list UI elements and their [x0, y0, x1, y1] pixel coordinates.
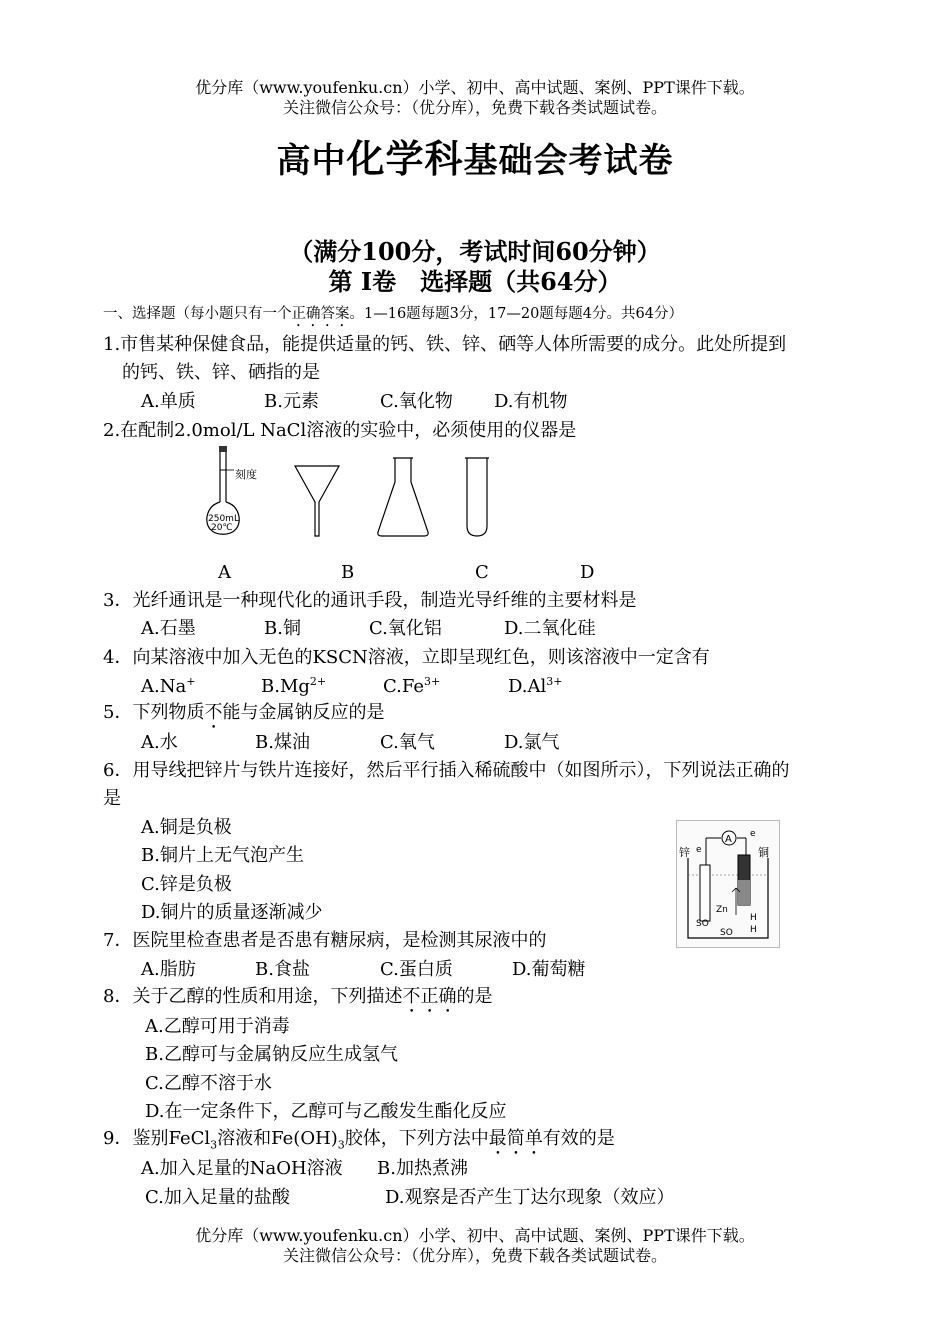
svg-text:刻度: 刻度: [235, 468, 257, 481]
q1-stem-line1: 1.市售某种保健食品，能提供适量的钙、铁、锌、硒等人体所需要的成分。此处所提到: [103, 334, 787, 355]
svg-text:SO: SO: [696, 919, 709, 929]
svg-text:锌: 锌: [679, 846, 690, 859]
svg-text:e: e: [750, 829, 756, 839]
q5-option-a: A.水: [141, 732, 178, 753]
q2-stem: 2.在配制2.0mol/L NaCl溶液的实验中，必须使用的仪器是: [103, 420, 577, 441]
svg-text:H: H: [750, 925, 757, 935]
svg-text:Zn: Zn: [716, 905, 728, 915]
q5-option-b: B.煤油: [255, 732, 310, 753]
q2-label-c: C: [475, 562, 489, 583]
q4-option-d: $D.Al^{3+}$: [508, 675, 563, 697]
q6-option-b: B.铜片上无气泡产生: [141, 845, 304, 866]
header-line-1: 优分库（www.youfenku.cn）小学、初中、高中试题、案例、PPT课件下载。: [195, 78, 755, 97]
svg-text:SO: SO: [720, 928, 733, 938]
footer-line-1: 优分库（www.youfenku.cn）小学、初中、高中试题、案例、PPT课件下载。: [195, 1226, 755, 1245]
q7-option-d: D.葡萄糖: [512, 959, 586, 980]
q1-option-b: B.元素: [264, 391, 319, 412]
q4-stem: 4．向某溶液中加入无色的KSCN溶液，立即呈现红色，则该溶液中一定含有: [103, 647, 710, 668]
svg-text:A: A: [725, 834, 732, 845]
q4-option-c: $C.Fe^{3+}$: [383, 675, 441, 697]
q9-option-b: B.加热煮沸: [377, 1158, 468, 1179]
svg-text:20℃: 20℃: [211, 523, 233, 533]
q1-stem-line2: 的钙、铁、锌、硒指的是: [122, 362, 320, 383]
q9-option-a: A.加入足量的NaOH溶液: [141, 1158, 343, 1179]
q4-option-b: $B.Mg^{2+}$: [261, 675, 327, 697]
svg-text:e: e: [696, 845, 702, 855]
galvanic-cell-diagram: [676, 820, 780, 948]
q2-label-b: B: [341, 562, 355, 583]
test-tube-icon: [462, 456, 492, 540]
q9-stem: 9．鉴别FeCl$_3$溶液和$Fe(OH)_3$胶体，下列方法中最简单有效的是: [103, 1128, 615, 1152]
q6-stem-line1: 6．用导线把锌片与铁片连接好，然后平行插入稀硫酸中（如图所示），下列说法正确的: [103, 760, 790, 781]
q5-option-d: D.氯气: [504, 732, 560, 753]
q3-option-d: D.二氧化硅: [504, 618, 596, 639]
q9-option-c: C.加入足量的盐酸: [145, 1187, 290, 1208]
q6-stem-line2: 是: [103, 788, 121, 809]
section-intro: 一、选择题（每小题只有一个正确答案。1—16题每题3分，17—20题每题4分。共64分）: [103, 306, 683, 322]
q7-stem: 7．医院里检查患者是否患有糖尿病，是检测其尿液中的: [103, 930, 547, 951]
q1-option-c: C.氧化物: [380, 391, 453, 412]
q3-option-b: B.铜: [264, 618, 301, 639]
q8-stem: 8．关于乙醇的性质和用途，下列描述不正确的是: [103, 986, 493, 1007]
subtitle-score: （满分100分，考试时间60分钟）: [289, 237, 661, 266]
q5-option-c: C.氧气: [380, 732, 435, 753]
page-title: 高中化学科基础会考试卷: [276, 136, 674, 181]
q5-stem: 5．下列物质不能与金属钠反应的是: [103, 702, 385, 723]
q8-option-b: B.乙醇可与金属钠反应生成氢气: [145, 1044, 398, 1065]
q1-option-a: A.单质: [141, 391, 196, 412]
svg-text:250mL: 250mL: [208, 514, 239, 524]
q3-option-a: A.石墨: [141, 618, 196, 639]
q6-option-a: A.铜是负极: [141, 817, 232, 838]
subtitle-section: 第 I卷 选择题（共64分）: [328, 267, 622, 296]
q8-option-a: A.乙醇可用于消毒: [145, 1016, 290, 1037]
q6-option-c: C.锌是负极: [141, 874, 232, 895]
q6-option-d: D.铜片的质量逐渐减少: [141, 902, 323, 923]
q8-option-d: D.在一定条件下，乙醇可与乙酸发生酯化反应: [145, 1101, 507, 1122]
q7-option-b: B.食盐: [255, 959, 310, 980]
volumetric-flask-icon: [198, 446, 268, 538]
svg-text:H: H: [750, 913, 757, 923]
conical-flask-icon: [374, 456, 432, 540]
header-line-2: 关注微信公众号：（优分库），免费下载各类试题试卷。: [282, 98, 667, 117]
q2-label-a: A: [218, 562, 231, 583]
footer-line-2: 关注微信公众号：（优分库），免费下载各类试题试卷。: [282, 1246, 667, 1265]
q3-stem: 3．光纤通讯是一种现代化的通讯手段，制造光导纤维的主要材料是: [103, 590, 637, 611]
svg-text:铜: 铜: [758, 846, 769, 859]
q7-option-c: C.蛋白质: [380, 959, 453, 980]
q9-option-d: D.观察是否产生丁达尔现象（效应）: [385, 1187, 675, 1208]
funnel-icon: [292, 462, 342, 538]
q3-option-c: C.氧化铝: [369, 618, 442, 639]
q2-label-d: D: [580, 562, 595, 583]
q7-option-a: A.脂肪: [141, 959, 196, 980]
q8-option-c: C.乙醇不溶于水: [145, 1073, 272, 1094]
q1-option-d: D.有机物: [494, 391, 568, 412]
q4-option-a: A.Na+: [141, 675, 196, 697]
